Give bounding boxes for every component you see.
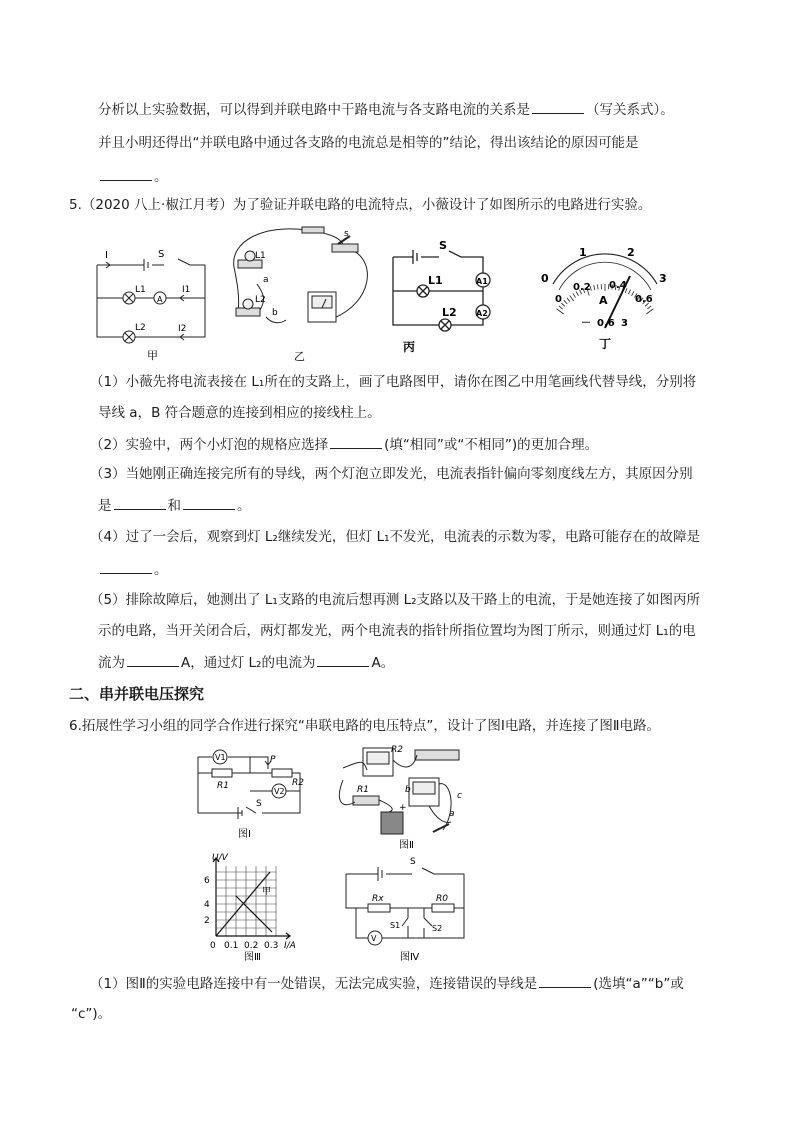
graph-xtick: 0 xyxy=(210,941,216,951)
graph-ytick: 6 xyxy=(204,876,210,886)
resistor-label-R0: R0 xyxy=(436,894,448,904)
switch-label: S xyxy=(439,239,447,252)
graph-series-label: 甲 xyxy=(262,887,272,897)
dial-tick xyxy=(570,296,574,302)
graph-ytick: 2 xyxy=(204,916,210,926)
wire-label-b: b xyxy=(405,785,411,795)
ammeter-label-A1: A1 xyxy=(476,277,488,286)
graph-xtick: 0.3 xyxy=(264,941,279,951)
answer-blank[interactable] xyxy=(317,652,369,667)
current-label-I2: I2 xyxy=(178,324,187,334)
wire-label-b: b xyxy=(272,308,278,318)
dial-tick xyxy=(598,285,599,290)
dial-tick xyxy=(567,298,570,302)
switch-label: S xyxy=(158,249,165,260)
answer-blank[interactable] xyxy=(114,495,166,510)
q5-sub1-line2: 导线 a，B 符合题意的连接到相应的接线柱上。 xyxy=(98,405,381,421)
graph-xtick: 0.2 xyxy=(244,941,259,951)
dial-scale-inner: 0.2 xyxy=(573,282,591,293)
figure-caption-bing: 丙 xyxy=(403,340,416,354)
current-label-I1: I1 xyxy=(182,285,191,295)
lamp-label-L1: L1 xyxy=(428,274,443,287)
graph-xlabel: I/A xyxy=(284,941,296,951)
answer-blank[interactable] xyxy=(100,166,152,181)
switch-label: S xyxy=(256,799,262,809)
q6-intro: 6.拓展性学习小组的同学合作进行探究“串联电路的电压特点”，设计了图Ⅰ电路，并连接了图Ⅱ电路。 xyxy=(69,718,660,734)
graph-xtick: 0.1 xyxy=(224,941,239,951)
figure-caption-jia: 甲 xyxy=(147,349,158,362)
dial-tick xyxy=(559,306,563,309)
figure-caption-4: 图Ⅳ xyxy=(400,952,420,963)
dial-terminal: 0.6 xyxy=(597,318,615,329)
figure-3-graph xyxy=(196,852,316,962)
figure-yi-physical-circuit xyxy=(222,222,372,362)
section-title: 二、串并联电压探究 xyxy=(69,685,205,703)
dial-tick xyxy=(632,291,634,295)
answer-blank[interactable] xyxy=(539,973,591,988)
dial-tick xyxy=(594,285,595,290)
graph-ytick: 4 xyxy=(204,900,210,910)
dial-tick xyxy=(573,293,576,297)
resistor-label-R1: R1 xyxy=(217,781,229,791)
figure-caption-ding: 丁 xyxy=(599,337,612,351)
resistor-label-R2: R2 xyxy=(292,778,304,788)
prev-line-1: 分析以上实验数据，可以得到并联电路中干路电流与各支路电流的关系是 （写关系式）。 xyxy=(98,99,674,120)
q5-sub4-line2: 。 xyxy=(98,559,168,580)
dial-scale-outer: 3 xyxy=(659,272,667,285)
q5-sub4-line1: （4）过了一会后，观察到灯 L₂继续发光，但灯 L₁不发光，电流表的示数为零，电路可能存在的故障是 xyxy=(90,529,701,545)
dial-tick xyxy=(647,306,651,309)
current-label-I: I xyxy=(105,250,108,261)
dial-tick xyxy=(557,309,564,314)
slider-label-P: P xyxy=(270,755,276,765)
switch-label-S: S xyxy=(410,857,416,867)
ammeter-label-A2: A2 xyxy=(476,309,488,318)
dial-unit: A xyxy=(599,294,608,307)
figure-bing-circuit xyxy=(387,237,499,357)
graph-ylabel: U/V xyxy=(212,853,228,863)
lamp-label-L2: L2 xyxy=(255,295,266,305)
resistor-label-R1: R1 xyxy=(357,785,369,795)
q5-sub5-line1: （5）排除故障后，她测出了 L₁支路的电流后想再测 L₂支路以及干路上的电流，于是她连接了如图丙所 xyxy=(90,592,701,608)
figure-caption-yi: 乙 xyxy=(294,350,305,363)
dial-tick xyxy=(646,309,653,314)
q5-sub5-line3: 流为 A，通过灯 L₂的电流为 A。 xyxy=(98,652,394,673)
switch-label: s xyxy=(344,229,349,239)
lamp-label-L1: L1 xyxy=(255,251,266,261)
wire-label-c: c xyxy=(457,791,462,801)
figure-ding-ammeter-dial xyxy=(535,242,675,362)
dial-scale-inner: 0.6 xyxy=(635,294,653,305)
figure-4-circuit xyxy=(336,852,476,962)
dial-scale-outer: 0 xyxy=(541,272,549,285)
prev-line-3: 。 xyxy=(98,166,168,187)
dial-scale-inner: 0.4 xyxy=(609,280,627,291)
battery-plus: + xyxy=(399,803,407,813)
switch-label-S2: S2 xyxy=(432,924,443,933)
resistor-label-R2: R2 xyxy=(391,745,403,755)
ammeter-symbol: A xyxy=(157,295,163,304)
dial-terminal: － xyxy=(581,318,591,329)
resistor-label-Rx: Rx xyxy=(372,894,384,904)
figure-jia-circuit xyxy=(92,245,212,365)
q5-sub2: （2）实验中，两个小灯泡的规格应选择 (填“相同”或“不相同”)的更加合理。 xyxy=(90,434,598,455)
answer-blank[interactable] xyxy=(183,495,235,510)
dial-scale-top: 2 xyxy=(627,246,635,259)
dial-tick xyxy=(628,290,630,295)
lamp-label-L1: L1 xyxy=(135,285,146,295)
answer-blank[interactable] xyxy=(330,434,382,449)
figure-caption-1: 图Ⅰ xyxy=(238,829,251,840)
wire-label-a: a xyxy=(449,809,455,819)
dial-scale-top: 1 xyxy=(579,246,587,259)
q5-sub5-line2: 示的电路，当开关闭合后，两灯都发光，两个电流表的指针所指位置均为图丁所示，则通过灯 L₁的电 xyxy=(98,623,696,639)
figure-caption-3: 图Ⅲ xyxy=(244,952,261,963)
dial-scale-inner: 0 xyxy=(555,294,562,305)
answer-blank[interactable] xyxy=(127,652,179,667)
q6-sub1-line1: （1）图Ⅱ的实验电路连接中有一处错误，无法完成实验，连接错误的导线是 (选填“a”“b”或 xyxy=(90,973,684,994)
dial-terminal: 3 xyxy=(621,318,628,329)
voltmeter-symbol: V xyxy=(371,934,377,943)
lamp-label-L2: L2 xyxy=(135,323,146,333)
q5-sub3-line2: 是 和 。 xyxy=(98,495,251,516)
figure-1-circuit xyxy=(190,743,310,843)
figure-2-physical-circuit xyxy=(333,740,473,852)
q5-sub1-line1: （1）小薇先将电流表接在 L₁所在的支路上，画了电路图甲，请你在图乙中用笔画线代替导线，分别将 xyxy=(90,374,697,390)
q5-sub3-line1: （3）当她刚正确连接完所有的导线，两个灯泡立即发光，电流表指针偏向零刻度线左方，其原因分别 xyxy=(90,466,693,482)
lamp-label-L2: L2 xyxy=(442,306,457,319)
switch-label-S1: S1 xyxy=(390,921,401,930)
voltmeter-label-V1: V1 xyxy=(215,753,226,762)
figure-caption-2: 图Ⅱ xyxy=(399,840,414,851)
answer-blank[interactable] xyxy=(100,559,152,574)
q6-sub1-line2: “c”)。 xyxy=(71,1006,112,1022)
voltmeter-label-V2: V2 xyxy=(274,787,285,796)
q5-intro: 5.（2020 八上·椒江月考）为了验证并联电路的电流特点，小薇设计了如图所示的电路进行实验。 xyxy=(69,197,652,213)
wire-label-a: a xyxy=(263,275,269,285)
answer-blank[interactable] xyxy=(532,99,584,114)
dial-tick xyxy=(564,300,567,304)
prev-line-2: 并且小明还得出“并联电路中通过各支路的电流总是相等的”结论，得出该结论的原因可能是 xyxy=(98,135,639,151)
